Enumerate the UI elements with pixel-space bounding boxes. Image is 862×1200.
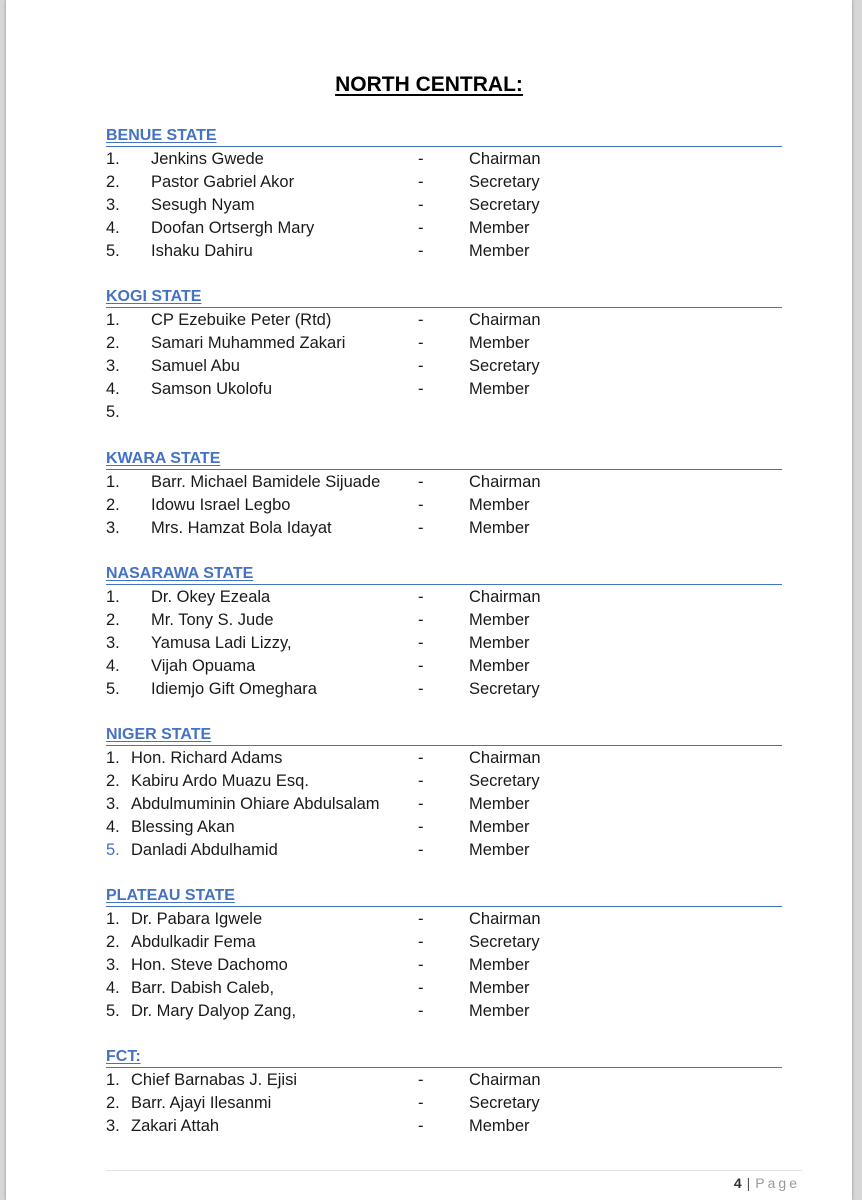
member-name: Vijah Opuama (151, 657, 256, 675)
section-heading-rule (106, 287, 782, 308)
member-dash: - (418, 611, 424, 629)
member-row (106, 632, 782, 655)
member-name: Samuel Abu (151, 357, 240, 375)
member-number: 1. (106, 311, 120, 329)
member-row (106, 954, 782, 977)
member-number: 1. (106, 749, 120, 767)
member-name: Barr. Michael Bamidele Sijuade (151, 473, 381, 491)
page-footer (734, 1175, 800, 1191)
member-number: 2. (106, 772, 120, 790)
member-name: Kabiru Ardo Muazu Esq. (131, 772, 309, 790)
state-section (106, 725, 782, 862)
member-row (106, 747, 782, 770)
member-dash: - (418, 933, 424, 951)
member-name: Jenkins Gwede (151, 150, 264, 168)
member-role: Member (469, 657, 530, 675)
member-dash: - (418, 311, 424, 329)
member-dash: - (418, 910, 424, 928)
member-name: Mrs. Hamzat Bola Idayat (151, 519, 332, 537)
member-name: Sesugh Nyam (151, 196, 255, 214)
member-role: Member (469, 795, 530, 813)
member-row (106, 1069, 782, 1092)
member-number: 4. (106, 979, 120, 997)
state-section (106, 1047, 782, 1138)
member-role: Secretary (469, 680, 540, 698)
member-number: 2. (106, 173, 120, 191)
member-role: Member (469, 634, 530, 652)
member-role: Member (469, 519, 530, 537)
member-row (106, 816, 782, 839)
member-role: Secretary (469, 1094, 540, 1112)
member-dash: - (418, 334, 424, 352)
member-dash: - (418, 795, 424, 813)
member-name: Yamusa Ladi Lizzy, (151, 634, 292, 652)
state-section (106, 287, 782, 424)
member-dash: - (418, 818, 424, 836)
member-role: Secretary (469, 196, 540, 214)
member-dash: - (418, 1117, 424, 1135)
member-dash: - (418, 956, 424, 974)
member-number: 2. (106, 334, 120, 352)
page-label: Page (755, 1175, 800, 1191)
member-number: 2. (106, 933, 120, 951)
member-number: 2. (106, 1094, 120, 1112)
member-number: 1. (106, 910, 120, 928)
member-role: Member (469, 334, 530, 352)
member-row (106, 355, 782, 378)
member-role: Member (469, 1117, 530, 1135)
member-number: 5. (106, 841, 120, 859)
member-name: Idowu Israel Legbo (151, 496, 291, 514)
member-role: Member (469, 841, 530, 859)
member-name: Samari Muhammed Zakari (151, 334, 346, 352)
section-heading-rule (106, 1047, 782, 1068)
member-number: 3. (106, 956, 120, 974)
member-number: 3. (106, 519, 120, 537)
member-number: 1. (106, 150, 120, 168)
member-number: 1. (106, 1071, 120, 1089)
member-role: Member (469, 380, 530, 398)
section-heading-rule (106, 564, 782, 585)
member-number: 2. (106, 496, 120, 514)
member-number: 2. (106, 611, 120, 629)
member-dash: - (418, 1094, 424, 1112)
member-row (106, 1092, 782, 1115)
member-row (106, 401, 782, 424)
member-role: Chairman (469, 910, 541, 928)
member-row (106, 609, 782, 632)
member-row (106, 309, 782, 332)
member-number: 5. (106, 680, 120, 698)
member-dash: - (418, 219, 424, 237)
member-number: 4. (106, 818, 120, 836)
member-name: Barr. Dabish Caleb, (131, 979, 275, 997)
member-name: Dr. Okey Ezeala (151, 588, 271, 606)
member-row (106, 471, 782, 494)
section-heading: FCT: (106, 1048, 141, 1065)
member-row (106, 931, 782, 954)
member-role: Member (469, 1002, 530, 1020)
member-name: Blessing Akan (131, 818, 235, 836)
member-row (106, 148, 782, 171)
member-name: Abdulkadir Fema (131, 933, 256, 951)
member-dash: - (418, 841, 424, 859)
member-dash: - (418, 634, 424, 652)
member-row (106, 655, 782, 678)
member-role: Chairman (469, 150, 541, 168)
member-number: 4. (106, 380, 120, 398)
member-dash: - (418, 979, 424, 997)
member-row (106, 240, 782, 263)
member-role: Secretary (469, 933, 540, 951)
member-role: Member (469, 818, 530, 836)
member-row (106, 378, 782, 401)
section-heading: BENUE STATE (106, 127, 217, 144)
section-heading-rule (106, 725, 782, 746)
member-number: 4. (106, 219, 120, 237)
member-row (106, 1115, 782, 1138)
member-role: Chairman (469, 311, 541, 329)
member-role: Chairman (469, 1071, 541, 1089)
member-role: Chairman (469, 749, 541, 767)
member-role: Member (469, 242, 530, 260)
member-number: 3. (106, 196, 120, 214)
member-name: Zakari Attah (131, 1117, 220, 1135)
member-number: 5. (106, 242, 120, 260)
member-name: Idiemjo Gift Omeghara (151, 680, 317, 698)
member-name: Danladi Abdulhamid (131, 841, 278, 859)
member-row (106, 770, 782, 793)
member-dash: - (418, 473, 424, 491)
member-dash: - (418, 150, 424, 168)
member-role: Member (469, 219, 530, 237)
member-dash: - (418, 1071, 424, 1089)
member-dash: - (418, 657, 424, 675)
member-row (106, 171, 782, 194)
member-row (106, 793, 782, 816)
member-row (106, 332, 782, 355)
page-number: 4 (733, 1175, 743, 1191)
member-dash: - (418, 519, 424, 537)
state-section (106, 449, 782, 540)
member-number: 1. (106, 588, 120, 606)
member-role: Chairman (469, 588, 541, 606)
member-dash: - (418, 680, 424, 698)
member-number: 5. (106, 1002, 120, 1020)
member-row (106, 517, 782, 540)
member-role: Member (469, 496, 530, 514)
member-number: 3. (106, 357, 120, 375)
member-row (106, 194, 782, 217)
member-role: Member (469, 611, 530, 629)
footer-divider (106, 1170, 802, 1171)
member-name: Abdulmuminin Ohiare Abdulsalam (131, 795, 380, 813)
state-section (106, 886, 782, 1023)
member-dash: - (418, 772, 424, 790)
section-heading-rule (106, 886, 782, 907)
member-name: Doofan Ortsergh Mary (151, 219, 315, 237)
member-row (106, 494, 782, 517)
member-name: Hon. Steve Dachomo (131, 956, 288, 974)
member-role: Member (469, 979, 530, 997)
member-number: 3. (106, 1117, 120, 1135)
state-section (106, 564, 782, 701)
member-row (106, 586, 782, 609)
member-name: Chief Barnabas J. Ejisi (131, 1071, 297, 1089)
member-dash: - (418, 496, 424, 514)
section-heading-rule (106, 449, 782, 470)
member-name: CP Ezebuike Peter (Rtd) (151, 311, 332, 329)
member-dash: - (418, 588, 424, 606)
member-name: Pastor Gabriel Akor (151, 173, 295, 191)
member-name: Hon. Richard Adams (131, 749, 283, 767)
member-number: 3. (106, 795, 120, 813)
member-row (106, 678, 782, 701)
member-role: Secretary (469, 772, 540, 790)
member-role: Chairman (469, 473, 541, 491)
member-role: Secretary (469, 357, 540, 375)
member-role: Secretary (469, 173, 540, 191)
member-row (106, 217, 782, 240)
member-row (106, 1000, 782, 1023)
member-dash: - (418, 749, 424, 767)
member-name: Samson Ukolofu (151, 380, 273, 398)
member-number: 1. (106, 473, 120, 491)
member-dash: - (418, 357, 424, 375)
state-section (106, 126, 782, 263)
section-heading: NIGER STATE (106, 726, 212, 743)
member-number: 4. (106, 657, 120, 675)
section-heading: NASARAWA STATE (106, 565, 254, 582)
member-number: 3. (106, 634, 120, 652)
member-dash: - (418, 196, 424, 214)
section-heading: KWARA STATE (106, 450, 221, 467)
document-page (6, 0, 852, 1200)
member-number: 5. (106, 403, 120, 421)
member-name: Dr. Pabara Igwele (131, 910, 263, 928)
section-heading: KOGI STATE (106, 288, 202, 305)
member-dash: - (418, 242, 424, 260)
section-heading: PLATEAU STATE (106, 887, 235, 904)
member-dash: - (418, 380, 424, 398)
member-name: Dr. Mary Dalyop Zang, (131, 1002, 297, 1020)
member-name: Barr. Ajayi Ilesanmi (131, 1094, 272, 1112)
footer-separator: | (746, 1175, 752, 1191)
member-name: Ishaku Dahiru (151, 242, 253, 260)
member-name: Mr. Tony S. Jude (151, 611, 274, 629)
member-role: Member (469, 956, 530, 974)
member-dash: - (418, 173, 424, 191)
member-row (106, 908, 782, 931)
member-dash: - (418, 1002, 424, 1020)
page-title: NORTH CENTRAL: (335, 73, 523, 96)
member-row (106, 839, 782, 862)
section-heading-rule (106, 126, 782, 147)
member-row (106, 977, 782, 1000)
